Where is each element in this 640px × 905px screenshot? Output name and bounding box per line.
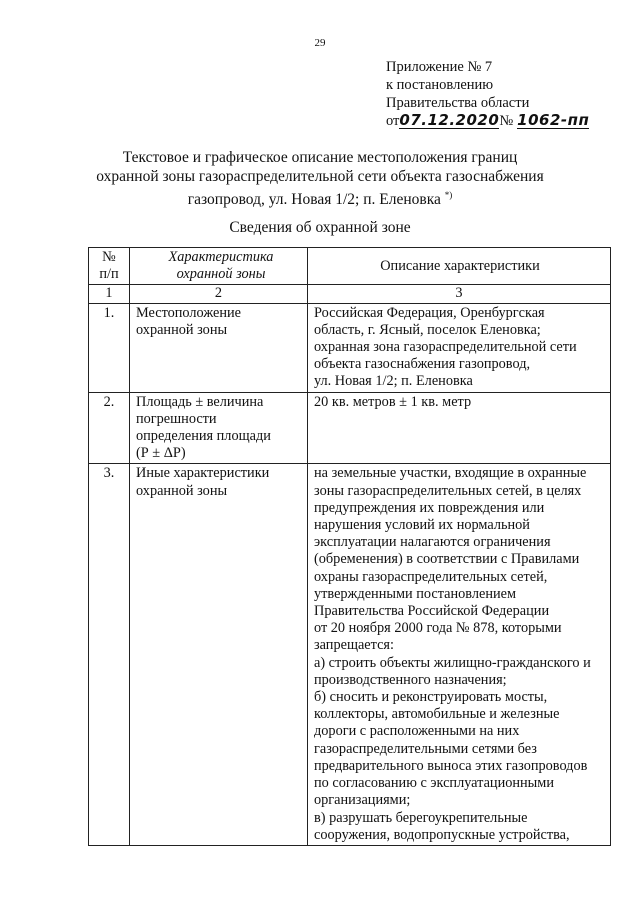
column-number: 3 — [308, 285, 611, 303]
row-number: 1. — [89, 303, 130, 392]
text-line: нарушения условий их нормальной — [314, 517, 530, 534]
text-line: охранная зона газораспределительной сети — [314, 339, 577, 356]
row-number: 3. — [89, 464, 130, 845]
text-line: погрешности — [136, 410, 217, 427]
handwritten-number: 1062-пп — [517, 111, 590, 129]
text-line: на земельные участки, входящие в охранные — [314, 465, 587, 482]
header-col3-label: Описание характеристики — [380, 257, 540, 274]
text-line: газораспределительными сетями без — [314, 740, 537, 757]
text-line: Местоположение — [136, 304, 241, 321]
text-line: объекта газоснабжения газопровод, — [314, 356, 531, 373]
row-characteristic — [130, 303, 308, 392]
text-line: Российская Федерация, Оренбургская — [314, 304, 545, 321]
header-col1-line: № — [102, 249, 116, 265]
handwritten-date: 07.12.2020 — [399, 111, 500, 129]
row-description — [308, 392, 611, 464]
text-line: определения площади — [136, 428, 271, 445]
row-characteristic — [130, 464, 308, 845]
table-header-row — [89, 248, 611, 285]
text-line: предупреждения их повреждения или — [314, 499, 545, 516]
text-line: эксплуатации налагаются ограничения — [314, 534, 551, 551]
header-col2-line: Характеристика — [168, 249, 274, 265]
section-subtitle: Сведения об охранной зоне — [229, 219, 411, 236]
header-col-characteristic — [130, 248, 308, 285]
header-col1-line: п/п — [99, 266, 119, 283]
text-line: а) строить объекты жилищно-гражданского и — [314, 654, 591, 671]
text-line: организациями; — [314, 792, 411, 809]
text-line: от 20 ноября 2000 года № 878, которыми — [314, 620, 562, 637]
text-line: б) сносить и реконструировать мосты, — [314, 689, 548, 706]
appendix-line-2: к постановлению — [386, 77, 494, 93]
text-line: Площадь ± величина — [136, 393, 264, 410]
row-number: 2. — [89, 392, 130, 464]
column-number: 1 — [89, 285, 130, 303]
text-line: предварительного выноса этих газопроводов — [314, 757, 588, 774]
table-row — [89, 303, 611, 392]
row-characteristic — [130, 392, 308, 464]
number-prefix: № — [499, 113, 514, 129]
text-line: охранной зоны — [136, 321, 228, 338]
column-number-row — [89, 285, 611, 303]
table-row — [89, 464, 611, 845]
text-line: ул. Новая 1/2; п. Еленовка — [314, 373, 473, 390]
title-line-3-text: газопровод, ул. Новая 1/2; п. Еленовка — [187, 191, 441, 209]
title-line-3 — [0, 186, 640, 209]
text-line: в) разрушать берегоукрепительные — [314, 809, 528, 826]
header-col-number — [89, 248, 130, 285]
text-line: 20 кв. метров ± 1 кв. метр — [314, 393, 472, 410]
text-line: (Р ± ΔР) — [136, 445, 186, 462]
zone-info-table — [88, 247, 611, 846]
date-prefix: от — [386, 113, 400, 129]
text-line: область, г. Ясный, поселок Еленовка; — [314, 321, 541, 338]
text-line: по согласованию с эксплуатационными — [314, 775, 554, 792]
text-line: охраны газораспределительных сетей, — [314, 568, 548, 585]
title-line-1: Текстовое и графическое описание местоположения границ — [122, 149, 518, 166]
text-line: дороги с расположенными на них — [314, 723, 520, 740]
text-line: Иные характеристики — [136, 465, 270, 482]
header-col2-line: охранной зоны — [176, 266, 266, 283]
text-line: (обременения) в соответствии с Правилами — [314, 551, 580, 568]
text-line: производственного назначения; — [314, 671, 507, 688]
appendix-date-line — [386, 112, 589, 130]
text-line: Правительства Российской Федерации — [314, 603, 550, 620]
appendix-line-1: Приложение № 7 — [386, 59, 493, 75]
appendix-block — [386, 58, 589, 130]
row-description — [308, 303, 611, 392]
appendix-line-3: Правительства области — [386, 95, 530, 111]
document-title — [0, 148, 640, 209]
row-description — [308, 464, 611, 845]
text-line: зоны газораспределительных сетей, в целях — [314, 482, 582, 499]
table-row — [89, 392, 611, 464]
column-number: 2 — [130, 285, 308, 303]
text-line: охранной зоны — [136, 482, 228, 499]
page-number: 29 — [314, 37, 326, 49]
footnote-mark: *) — [444, 190, 453, 200]
text-line: запрещается: — [314, 637, 394, 654]
header-col-description — [308, 248, 611, 285]
title-line-2: охранной зоны газораспределительной сети объекта газоснабжения — [96, 168, 544, 185]
text-line: коллекторы, автомобильные и железные — [314, 706, 560, 723]
text-line: сооружения, водопропускные устройства, — [314, 826, 570, 843]
text-line: утвержденными постановлением — [314, 585, 517, 602]
